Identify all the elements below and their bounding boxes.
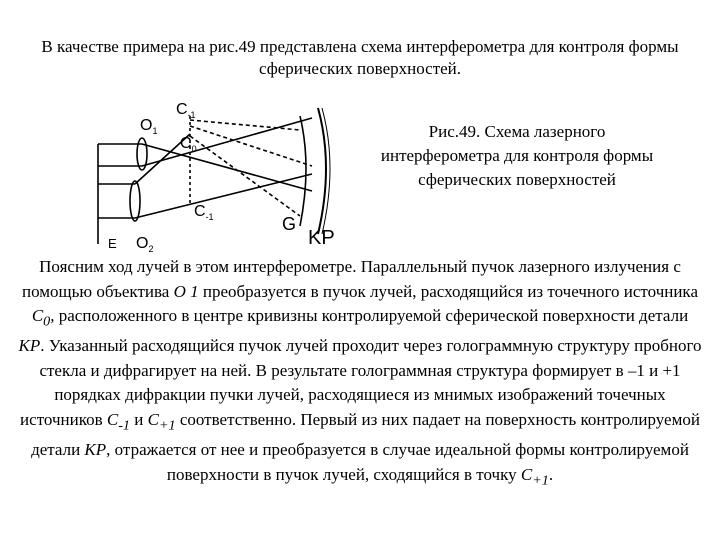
- label-c0: $C_0$: [180, 135, 197, 154]
- ray-o1-to-mirror-high: [142, 118, 312, 166]
- label-c-minus1: $C_{-1}$: [194, 203, 214, 222]
- body-paragraph: Поясним ход лучей в этом интерферометре. Параллельный пучок лазерного излучения с помощью объектива O 1 преобразуется в пучок лучей, расходящийся из точечного источника $C_0$, расположенного в центре кривизны контролируемой сферической поверхности детали KP. Указанный расходящийся пучок лучей проходит через голограммную структуру пробного стекла и дифрагирует на ней. В результате голограммная структура формирует в –1 и +1 порядках дифракции пучки лучей, расходящиеся из мнимых изображений точечных источников $C_{-1}$ и $C_{+1}$ соответственно. Первый из них падает на поверхность контролируемой детали KP, отражается от нее и преобразуется в случае идеальной формы контролируемой поверхности в пучок лучей, сходящийся в точку $C_{+1}$.: [18, 257, 702, 488]
- beam-lines: [98, 116, 312, 244]
- figure-caption: Рис.49. Схема лазерного интерферометра для контроля формы сферических поверхностей: [380, 122, 654, 189]
- ray-c0-dashed: [190, 126, 312, 166]
- lens-o2: [130, 181, 140, 221]
- ray-o1-to-mirror-low: [142, 144, 312, 191]
- label-o2: $O_2$: [136, 235, 154, 254]
- label-kp: KP: [308, 227, 335, 249]
- interferometer-diagram: [90, 96, 370, 256]
- label-e: E: [108, 236, 117, 251]
- ray-o2-to-mirror: [135, 174, 312, 218]
- label-c-minus1-top: $C_{-1}$: [176, 101, 196, 120]
- ray-c-1-dashed: [190, 120, 300, 130]
- hologram-plate-g: [300, 116, 306, 226]
- label-o1: $O_1$: [140, 117, 158, 136]
- intro-paragraph: В качестве примера на рис.49 представлена схема интерферометра для контроля формы сферических поверхностей.: [41, 37, 679, 78]
- label-g: G: [282, 214, 297, 234]
- mirror-kp: [318, 108, 326, 234]
